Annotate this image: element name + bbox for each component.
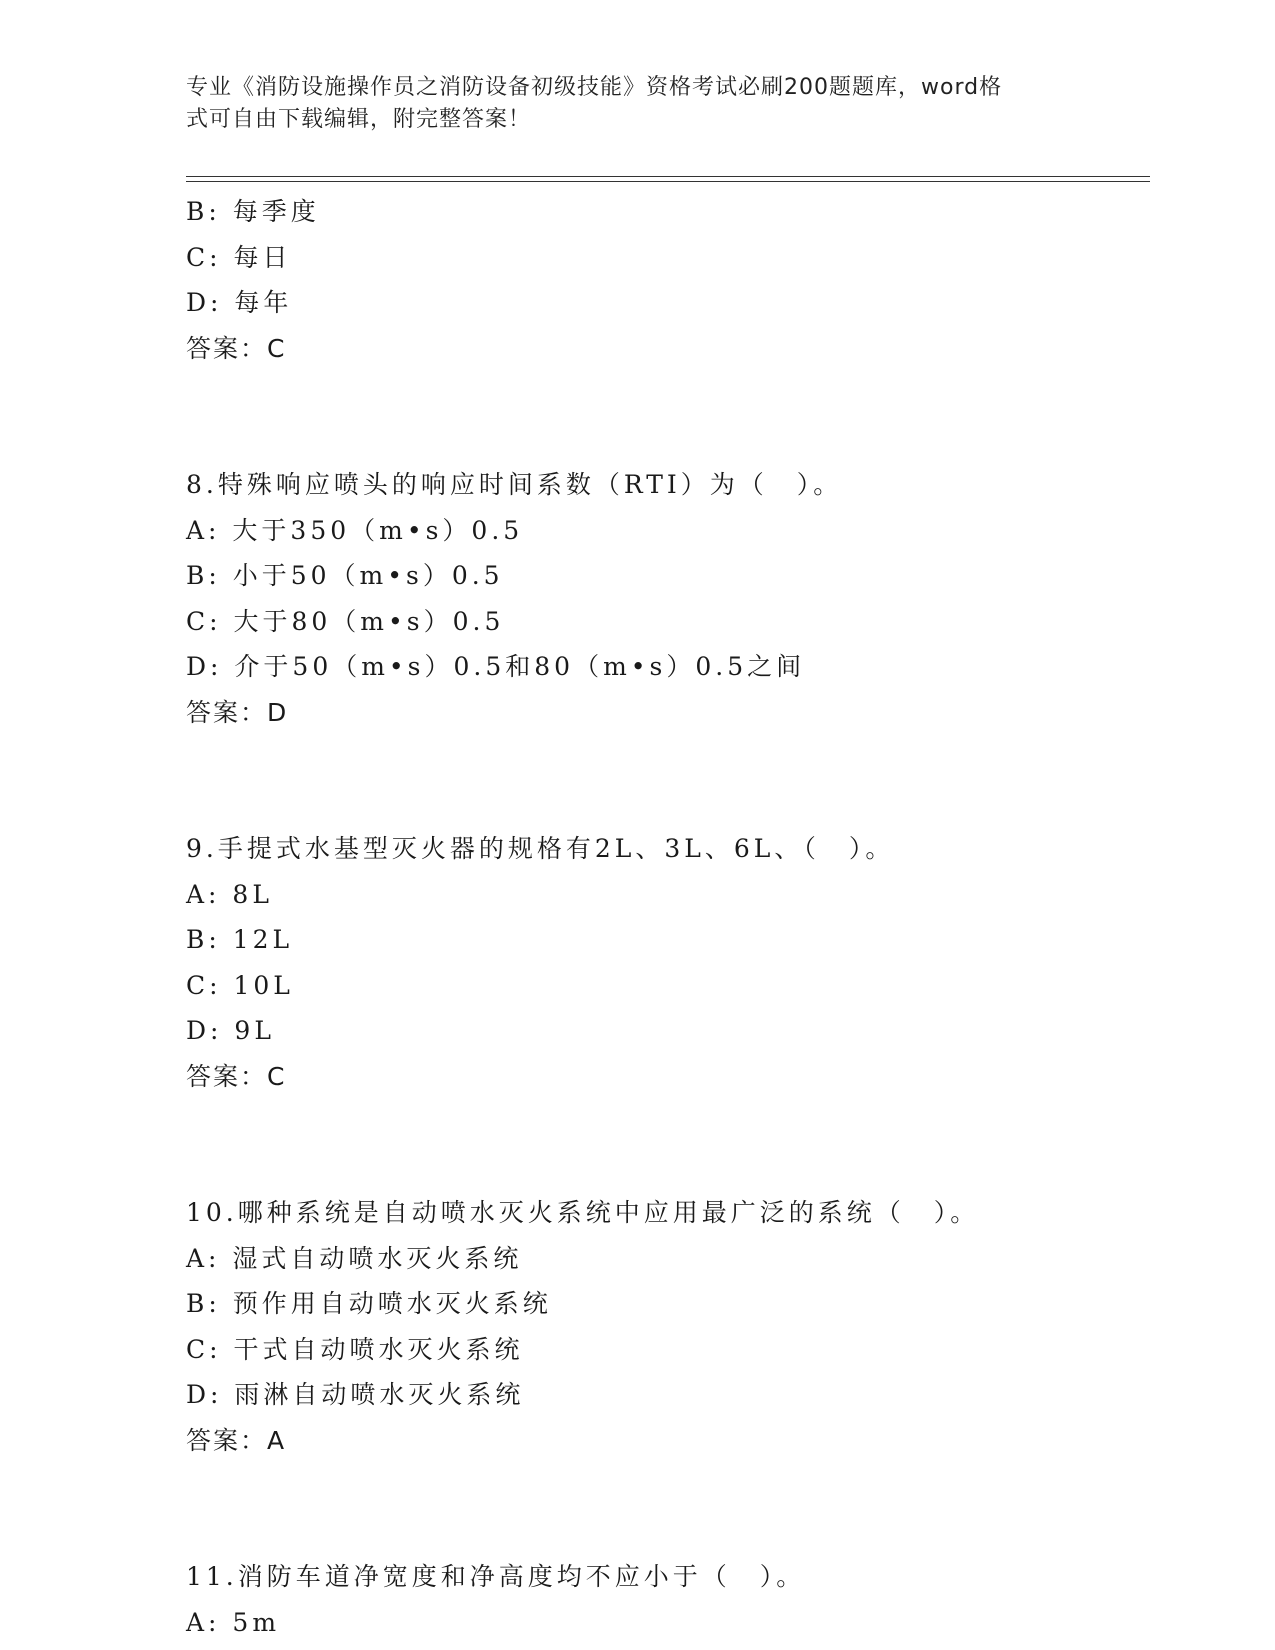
option-a: A: 8L <box>186 879 273 909</box>
answer: 答案：C <box>186 1061 287 1091</box>
question-text: 9.手提式水基型灭火器的规格有2L、3L、6L、（ ）。 <box>186 834 895 863</box>
option-d: D: 介于50（m•s）0.5和80（m•s）0.5之间 <box>186 652 806 681</box>
answer: 答案：D <box>186 697 289 727</box>
option-d: D: 雨淋自动喷水灭火系统 <box>186 1380 525 1409</box>
header-line-1: 专业《消防设施操作员之消防设备初级技能》资格考试必刷200题题库，word格 <box>186 75 1003 100</box>
question-text: 8.特殊响应喷头的响应时间系数（RTI）为（ ）。 <box>186 470 843 499</box>
option-c: C: 干式自动喷水灭火系统 <box>186 1334 524 1364</box>
option-b: B: 小于50（m•s）0.5 <box>186 561 504 590</box>
answer: 答案：C <box>186 333 287 363</box>
option-c: C: 10L <box>186 970 294 1000</box>
question-list <box>186 189 1150 1645</box>
option-a: A: 5m <box>186 1607 281 1637</box>
question-10-block <box>186 1190 1150 1463</box>
question-text: 10.哪种系统是自动喷水灭火系统中应用最广泛的系统（ ）。 <box>186 1198 980 1227</box>
question-text: 11.消防车道净宽度和净高度均不应小于（ ）。 <box>186 1562 806 1591</box>
option-d: D: 每年 <box>186 288 293 317</box>
spacer <box>186 1099 1150 1190</box>
header-rule-top <box>186 176 1150 177</box>
option-b: B: 每季度 <box>186 197 320 226</box>
header-line-2: 式可自由下载编辑，附完整答案！ <box>186 107 532 132</box>
answer: 答案：A <box>186 1425 287 1455</box>
spacer <box>186 371 1150 462</box>
question-7-block <box>186 189 1150 371</box>
question-8-block <box>186 462 1150 735</box>
option-c: C: 大于80（m•s）0.5 <box>186 606 505 636</box>
option-d: D: 9L <box>186 1016 275 1045</box>
option-a: A: 湿式自动喷水灭火系统 <box>186 1243 523 1273</box>
question-11-block <box>186 1554 1150 1645</box>
option-b: B: 预作用自动喷水灭火系统 <box>186 1289 552 1318</box>
question-9-block <box>186 826 1150 1099</box>
document-header <box>186 72 1066 136</box>
option-b: B: 12L <box>186 925 294 954</box>
spacer <box>186 735 1150 826</box>
spacer <box>186 1463 1150 1554</box>
header-rule-bottom <box>186 181 1150 182</box>
option-c: C: 每日 <box>186 242 292 272</box>
option-a: A: 大于350（m•s）0.5 <box>186 515 524 545</box>
